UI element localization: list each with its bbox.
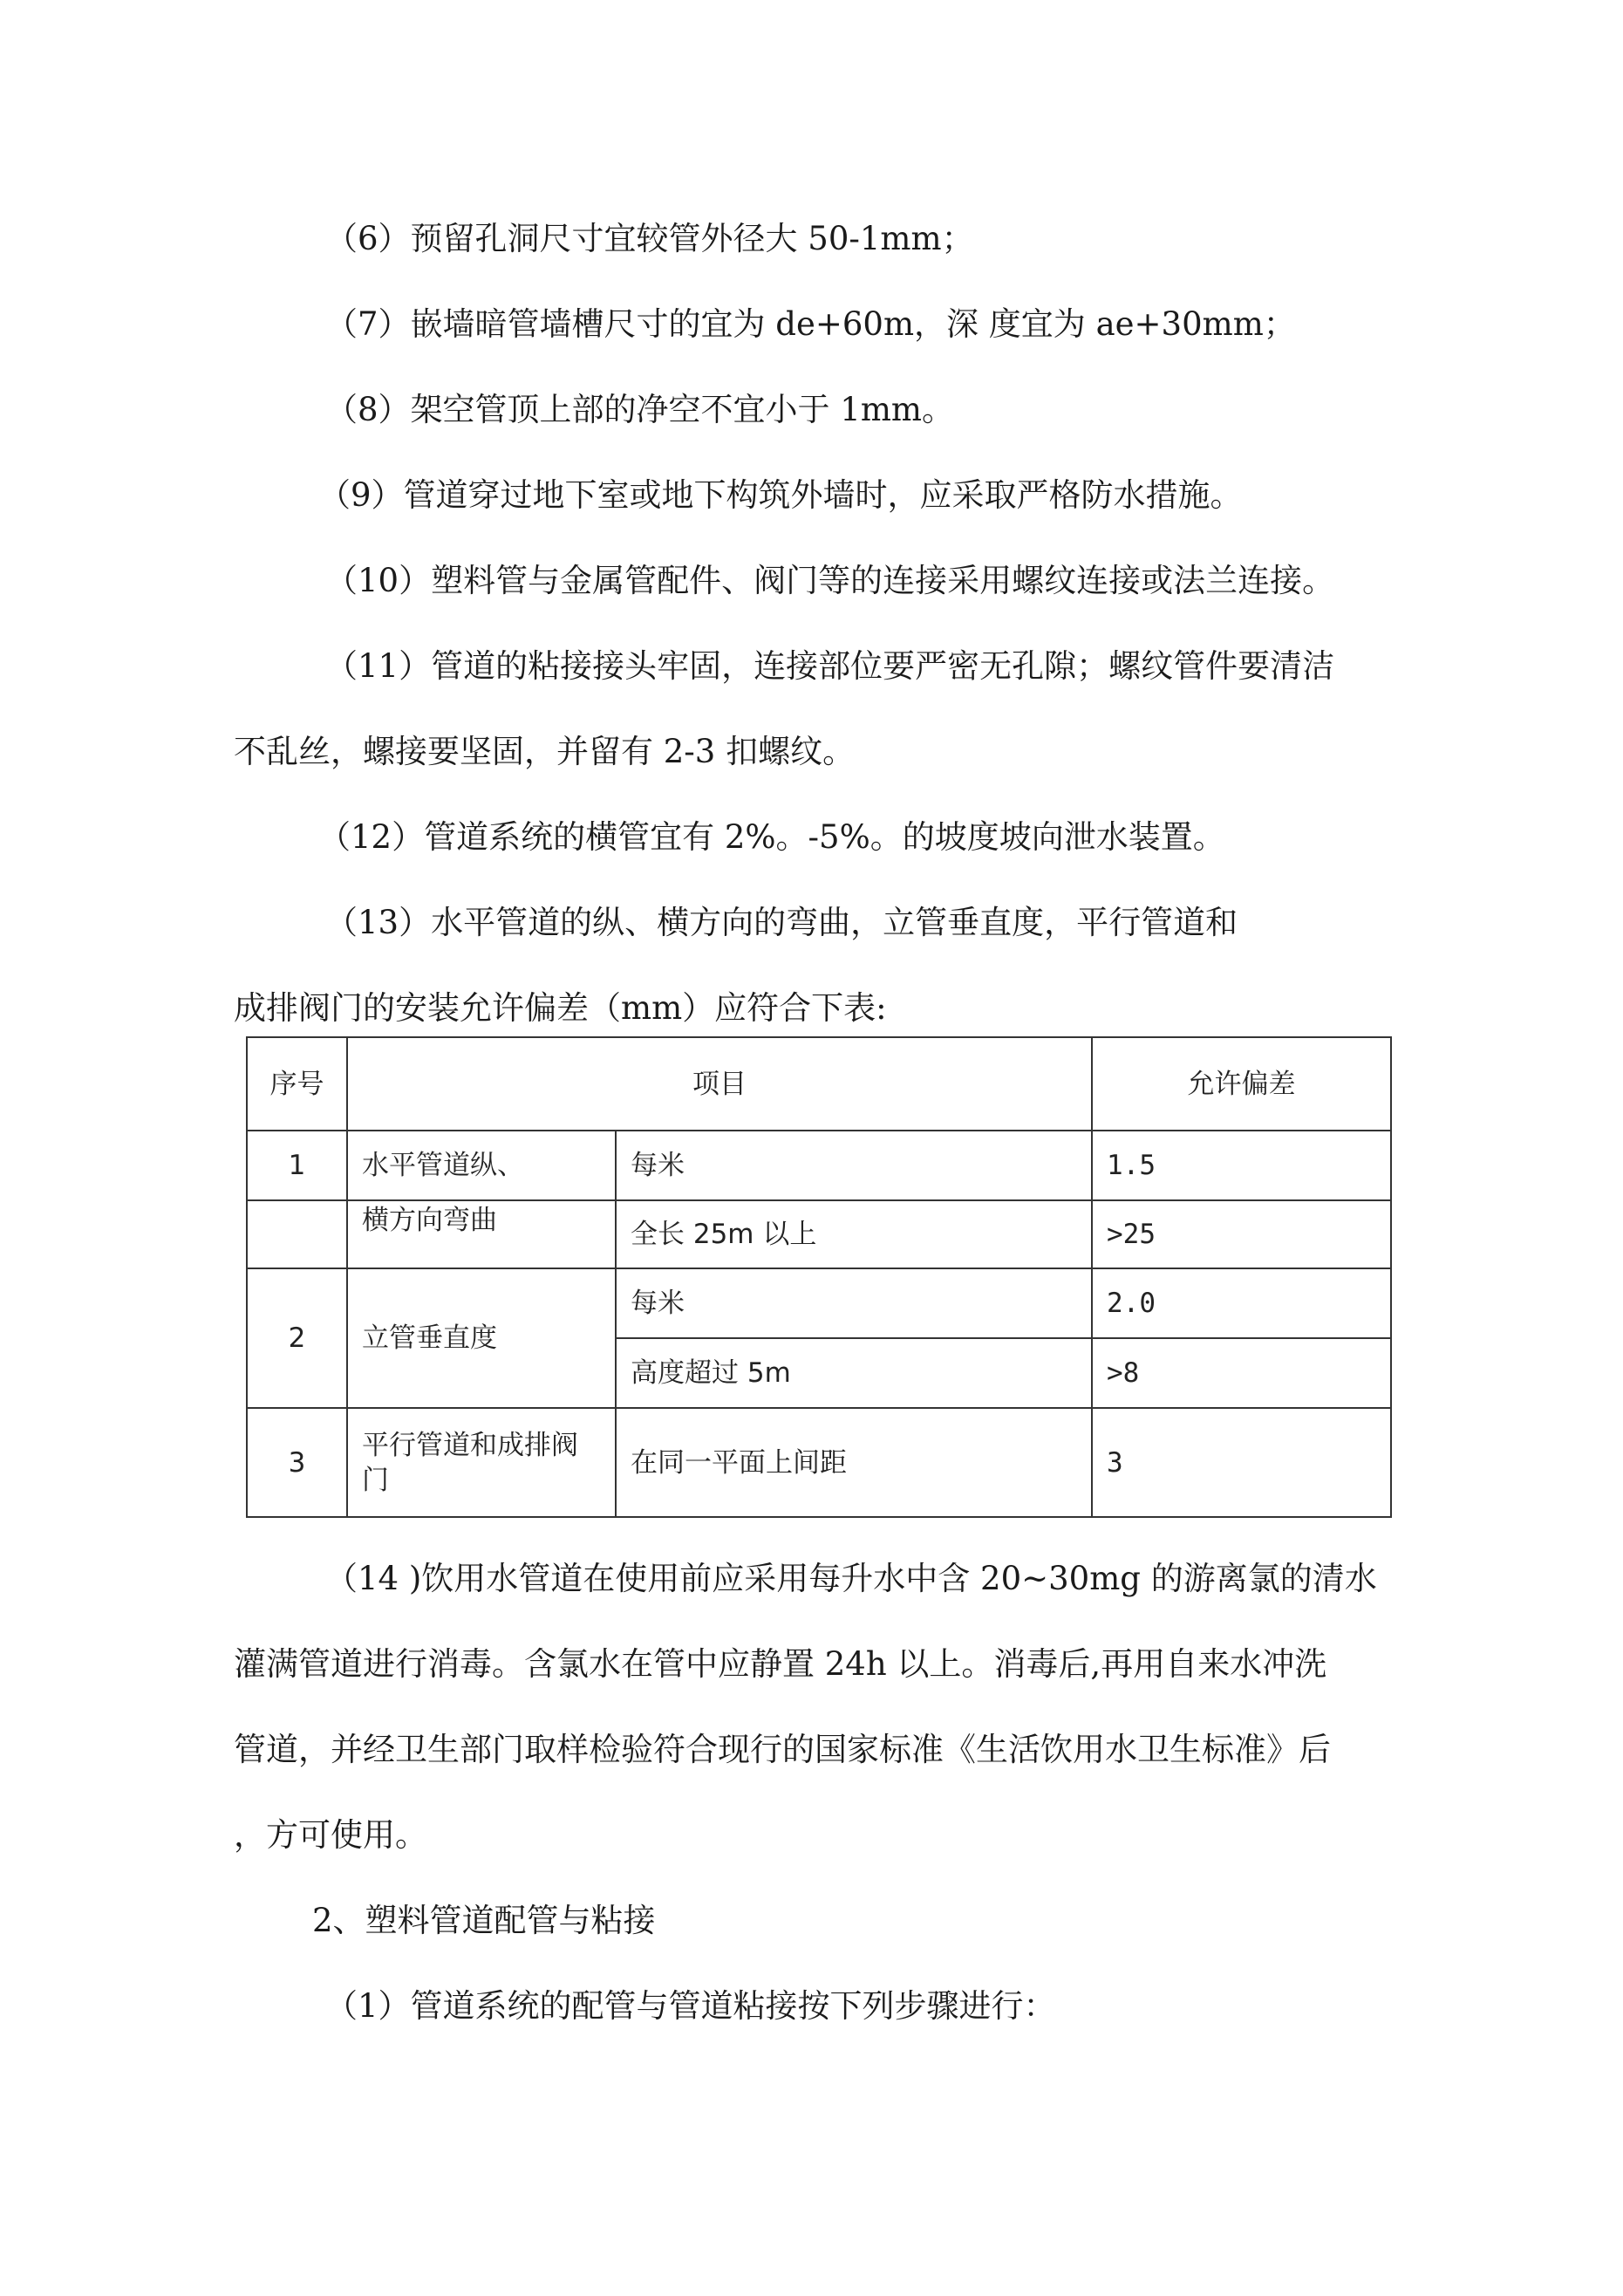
table-row bbox=[247, 1131, 1391, 1200]
paragraph-11-line-1: （11）管道的粘接接头牢固，连接部位要严密无孔隙；螺纹管件要清洁 bbox=[325, 647, 1335, 685]
header-no: 序号 bbox=[247, 1037, 347, 1131]
paragraph-14-line-2: 灌满管道进行消毒。含氯水在管中应静置 24h 以上。消毒后,再用自来水冲洗 bbox=[234, 1645, 1327, 1683]
row1-no: 1 bbox=[247, 1131, 347, 1200]
row2-sub2: 高度超过 5m bbox=[616, 1338, 1092, 1408]
paragraph-10: （10）塑料管与金属管配件、阀门等的连接采用螺纹连接或法兰连接。 bbox=[325, 562, 1335, 599]
row1-val1: 1.5 bbox=[1092, 1131, 1391, 1200]
paragraph-11-line-2: 不乱丝，螺接要坚固，并留有 2-3 扣螺纹。 bbox=[234, 733, 856, 770]
paragraph-13-line-1: （13）水平管道的纵、横方向的弯曲，立管垂直度，平行管道和 bbox=[325, 904, 1238, 941]
row1-sub2: 全长 25m 以上 bbox=[616, 1200, 1092, 1268]
paragraph-9: （9）管道穿过地下室或地下构筑外墙时，应采取严格防水措施。 bbox=[318, 476, 1243, 514]
row3-no: 3 bbox=[247, 1408, 347, 1517]
section-2-heading: 2、塑料管道配管与粘接 bbox=[312, 1902, 656, 1939]
header-tolerance: 允许偏差 bbox=[1092, 1037, 1391, 1131]
row3-sub: 在同一平面上间距 bbox=[616, 1408, 1092, 1517]
paragraph-6: （6）预留孔洞尺寸宜较管外径大 50-1mm； bbox=[325, 220, 974, 257]
table-row bbox=[247, 1268, 1391, 1338]
row3-item: 平行管道和成排阀门 bbox=[347, 1408, 616, 1517]
header-item: 项目 bbox=[347, 1037, 1092, 1131]
row2-sub1: 每米 bbox=[616, 1268, 1092, 1338]
row3-val: 3 bbox=[1092, 1408, 1391, 1517]
paragraph-14-line-1: （14 )饮用水管道在使用前应采用每升水中含 20~30mg 的游离氯的清水 bbox=[325, 1560, 1377, 1597]
paragraph-14-line-4: ，方可使用。 bbox=[234, 1816, 427, 1854]
row2-val1: 2.0 bbox=[1092, 1268, 1391, 1338]
row1-no-empty bbox=[247, 1200, 347, 1268]
row1-val2: >25 bbox=[1092, 1200, 1391, 1268]
paragraph-13-line-2: 成排阀门的安装允许偏差（mm）应符合下表: bbox=[234, 989, 887, 1027]
paragraph-8: （8）架空管顶上部的净空不宜小于 1mm。 bbox=[325, 391, 955, 428]
row1-sub1: 每米 bbox=[616, 1131, 1092, 1200]
tolerance-table bbox=[246, 1036, 1392, 1518]
paragraph-7: （7）嵌墙暗管墙槽尺寸的宜为 de+60m，深 度宜为 ae+30mm； bbox=[325, 305, 1296, 343]
table-header-row bbox=[247, 1037, 1391, 1131]
row1-item-b: 横方向弯曲 bbox=[347, 1200, 616, 1268]
row2-item: 立管垂直度 bbox=[347, 1268, 616, 1408]
row1-item-a: 水平管道纵、 bbox=[347, 1131, 616, 1200]
row2-no: 2 bbox=[247, 1268, 347, 1408]
paragraph-14-line-3: 管道，并经卫生部门取样检验符合现行的国家标准《生活饮用水卫生标准》后 bbox=[234, 1731, 1331, 1768]
table-row bbox=[247, 1200, 1391, 1268]
table-row bbox=[247, 1408, 1391, 1517]
row2-val2: >8 bbox=[1092, 1338, 1391, 1408]
section-2-item-1: （1）管道系统的配管与管道粘接按下列步骤进行： bbox=[325, 1987, 1056, 2025]
paragraph-12: （12）管道系统的横管宜有 2%。-5%。的坡度坡向泄水装置。 bbox=[318, 818, 1225, 856]
